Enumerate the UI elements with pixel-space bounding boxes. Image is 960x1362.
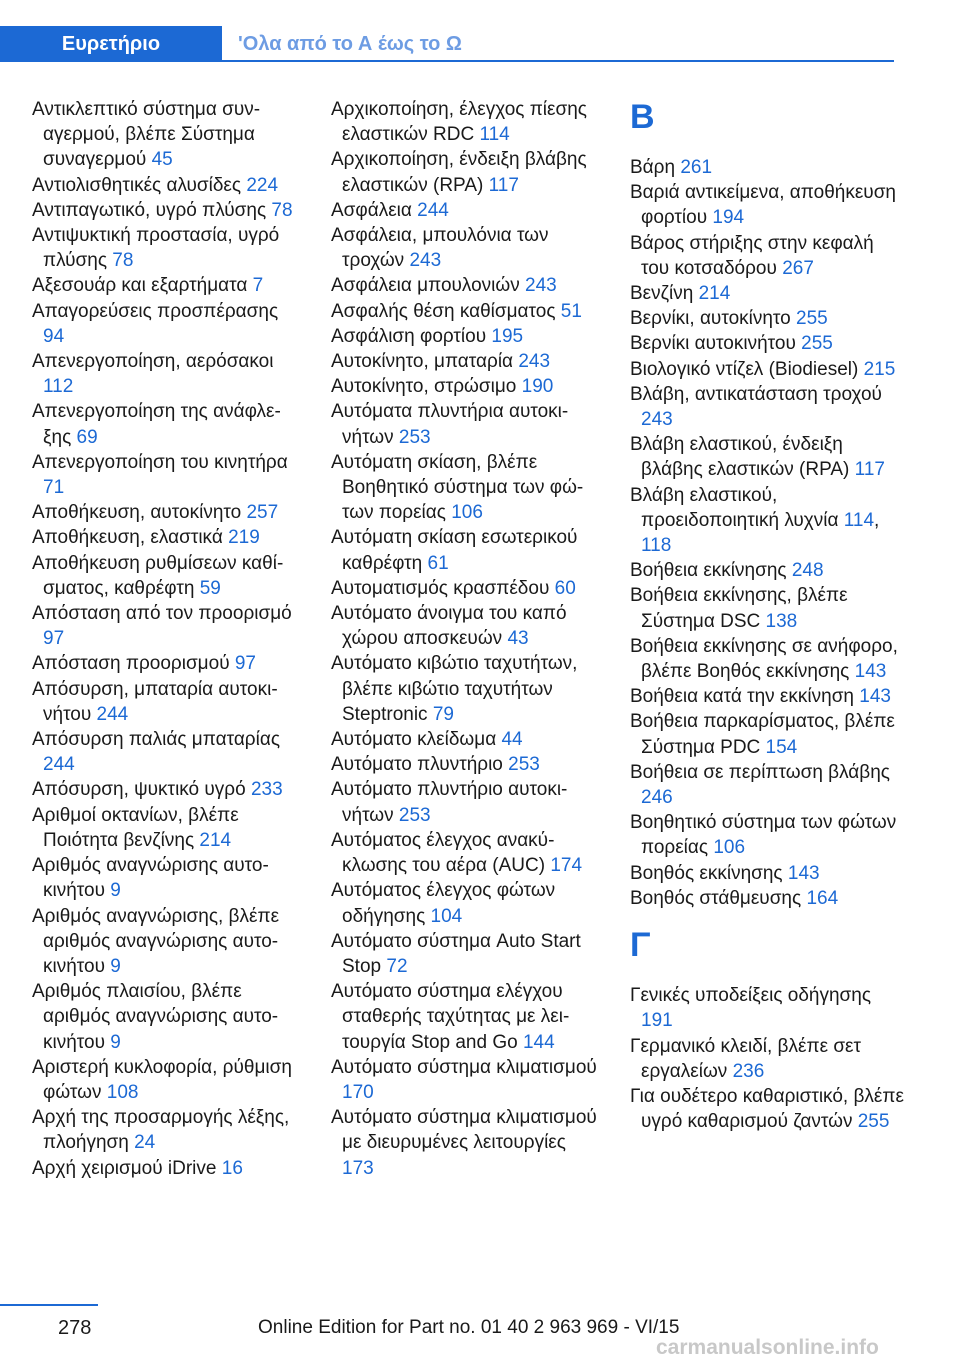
index-entry-text: Αντιολισθητικές αλυσίδες [32,174,247,196]
index-entry-text: Απόσυρση, μπαταρία αυτοκινήτου [32,678,278,725]
index-entry [630,281,905,306]
index-entry-text: Αριθμός πλαισίου, βλέπε αριθμός αναγνώρισης αυτοκινήτου [32,981,279,1053]
page-link[interactable]: 143 [787,862,820,884]
tab-index[interactable]: Ευρετήριο [0,26,222,62]
page-link[interactable]: 72 [386,955,408,977]
page-link[interactable]: 267 [782,257,814,279]
page-link[interactable]: 138 [765,610,798,632]
index-entry [331,223,601,273]
index-entry: Βλάβη ελαστικού, προειδοποιητική λυχνία 114, 118 [630,484,880,557]
index-entry [630,180,905,230]
index-entry-text: Αντιψυκτική προστασία, υγρό πλύσης [32,225,280,272]
page-link[interactable]: 106 [713,837,746,859]
page-link[interactable]: 117 [488,174,519,196]
index-entry [331,374,601,399]
index-entry [32,500,302,525]
index-entry-text: Ασφάλιση φορτίου [331,325,492,347]
index-entry [331,198,601,223]
page-link[interactable]: 243 [518,351,551,373]
index-entry [331,1055,601,1105]
page-link[interactable]: 170 [342,1081,374,1103]
section-letter: Γ [630,926,651,965]
section-letter: B [630,98,655,136]
page-link[interactable]: 243 [409,250,442,272]
index-entry-text: Βοήθεια κατά την εκκίνηση [630,686,860,708]
page-link[interactable]: 194 [712,207,745,229]
index-entry-text: Απενεργοποίηση, αερόσακοι [32,351,274,373]
page-link[interactable]: 24 [134,1132,156,1154]
index-entry [32,299,302,349]
page-link[interactable]: 253 [398,426,431,448]
index-entry [630,684,905,709]
index-entry-text: Αξεσουάρ και εξαρτήματα [32,275,253,297]
index-entry [630,231,905,281]
index-entry-text: Αριθμοί οκτανίων, βλέπε Ποιότητα βενζίνης [32,804,239,851]
page-link[interactable]: 78 [112,250,134,272]
page-link[interactable]: 144 [522,1031,555,1053]
index-entry [32,173,302,198]
index-entry-text: Βενζίνη [630,283,699,305]
page-link[interactable]: 16 [221,1157,243,1179]
page-link[interactable]: 69 [76,426,98,448]
index-entry-text: Αυτόματο σύστημα κλιματισμού [331,1056,597,1078]
index-entry [32,777,302,802]
index-entry-text: Βερνίκι αυτοκινήτου [630,333,802,355]
index-entry-text: Γενικές υποδείξεις οδήγησης [630,985,871,1007]
index-entry-text: Αυτοκίνητο, στρώσιμο [331,376,522,398]
index-entry [630,1084,905,1134]
page-link[interactable]: 236 [732,1060,765,1082]
index-entry-text: Αυτοκίνητο, μπαταρία [331,351,519,373]
index-entry [630,558,905,583]
index-entry-text: Αυτόματο κλείδωμα [331,729,502,751]
page-link[interactable]: 255 [857,1111,890,1133]
index-entry [331,777,601,827]
index-entry-text: Αυτόματο σύστημα Auto Start Stop [331,930,581,977]
page-link[interactable]: 94 [43,325,65,347]
index-entry [32,651,302,676]
index-entry-text: Αρχικοποίηση, έλεγχος πίεσης ελαστικών RDC [331,99,587,146]
index-entry-text: Ασφαλής θέση καθίσματος [331,300,561,322]
page-link[interactable]: 174 [550,855,583,877]
page-link[interactable]: 154 [765,736,798,758]
index-entry-text: Βλάβη ελαστικού, ένδειξη βλάβης ελαστικών (RPA) [630,434,855,481]
index-entry [630,331,905,356]
index-entry [32,223,302,273]
index-entry-text: Βοηθητικό σύστημα των φώτων πορείας [630,812,897,859]
page-link[interactable]: 224 [246,174,279,196]
index-entry-text: Βοηθός εκκίνησης [630,862,788,884]
index-entry-text: Αποθήκευση, αυτοκίνητο [32,502,247,524]
page-link[interactable]: 257 [246,502,279,524]
page-link[interactable]: 143 [859,686,891,708]
index-entry-text: Βάρη [630,157,681,178]
page-link[interactable]: 9 [110,1031,121,1053]
index-entry-text: Αυτόματο σύστημα ελέγχου σταθερής ταχύτητας με λειτουργία Stop and Go [331,981,570,1053]
page-link[interactable]: 112 [43,376,74,398]
page-link[interactable]: 173 [342,1157,374,1179]
header-divider [0,60,894,62]
index-entry-text: Αποθήκευση, ελαστικά [32,527,229,549]
page-link[interactable]: 246 [641,787,673,809]
index-entry-text: Βλάβη ελαστικού, προειδοποιητική λυχνία [630,484,844,531]
index-entry-text: Αυτόματος έλεγχος ανακύκλωσης του αέρα (AUC) [331,829,555,877]
index-entry [32,349,302,399]
page-link[interactable]: 61 [427,552,449,574]
index-entry-text: Βλάβη, αντικατάσταση τροχού [630,383,882,405]
index-entry-text: Βαριά αντικείμενα, αποθήκευση φορτίου [630,182,896,229]
index-entry [32,198,302,223]
index-entry-text: Βάρος στήριξης στην κεφαλή του κοτσαδόρου [630,232,874,279]
index-entry [630,760,905,810]
index-entry-text: Αριθμός αναγνώρισης αυτοκινήτου [32,855,269,902]
edition-note: Online Edition for Part no. 01 40 2 963 969 - VI/15 [258,1317,680,1338]
index-entry-text: Αρχή χειρισμού iDrive [32,1157,222,1179]
index-entry-text: Αρχικοποίηση, ένδειξη βλάβης ελαστικών (RPA) [331,149,587,196]
index-entry-text: Αριστερή κυκλοφορία, ρύθμιση φώτων [32,1056,292,1103]
index-entry [331,399,601,449]
page-link[interactable]: 244 [417,199,449,221]
page-header [0,0,960,62]
index-entry [331,576,601,601]
page-link[interactable]: 244 [96,703,129,725]
page-link[interactable]: 108 [106,1081,139,1103]
index-entry-text: Βοήθεια σε περίπτωση βλάβης [630,761,890,783]
page-link[interactable]: 97 [43,628,65,650]
index-entry [630,155,905,180]
index-entry-text: Απόσυρση, ψυκτικό υγρό [32,779,251,801]
index-entry-text: Αυτοματισμός κρασπέδου [331,577,555,599]
index-entry-text: Απόσταση προορισμού [32,653,235,675]
index-entry [331,727,601,752]
index-entry [32,853,302,903]
index-column-2 [331,97,601,1181]
page-link[interactable]: 106 [451,502,483,524]
index-entry-text: Βοήθεια εκκίνησης [630,560,792,582]
page-link[interactable]: 214 [698,283,731,305]
page-link[interactable]: 7 [252,275,264,297]
index-entry-text: Βιολογικό ντίζελ (Biodiesel) [630,358,864,380]
index-entry [32,1156,302,1181]
index-entry [331,525,601,575]
index-entry [331,878,601,928]
index-entry [331,147,601,197]
index-entry-text: Αυτόματη σκίαση εσωτερικού καθρέφτη [331,527,578,574]
index-entry [331,651,601,727]
index-entry [32,450,302,500]
index-entry-text: Βοήθεια παρκαρίσματος, βλέπε Σύστημα PDC [630,711,895,758]
index-entry [331,97,601,147]
index-entry-text: Βοήθεια εκκίνησης σε ανήφορο, βλέπε Βοηθός εκκίνησης [630,635,898,683]
index-entry-text: Αυτόματο κιβώτιο ταχυτήτων, βλέπε κιβώτιο ταχυτήτων Steptronic [331,653,578,725]
index-entry [32,399,302,449]
index-entry-text: Αποθήκευση ρυθμίσεων καθίσματος, καθρέφτη [32,552,284,599]
tab-a-to-z[interactable]: 'Ολα από το Α έως το Ω [238,32,462,55]
page-link[interactable]: 44 [501,729,523,751]
index-entry [630,810,905,860]
page-link[interactable]: 117 [854,459,885,481]
index-entry-text: Αυτόματο πλυντήριο αυτοκινήτων [331,779,568,826]
index-entry [331,929,601,979]
index-entry-text: Αυτόματα πλυντήρια αυτοκινήτων [331,401,569,448]
index-entry [331,1105,601,1181]
index-entry-text: Απενεργοποίηση του κινητήρα [32,451,288,473]
index-entry-text: Αρχή της προσαρμογής λέξης, πλοήγηση [32,1107,290,1154]
page-link[interactable]: 60 [554,577,576,599]
page-link[interactable]: 219 [228,527,260,549]
index-entry [32,904,302,980]
index-entry-text: Ασφάλεια, μπουλόνια των τροχών [331,225,549,272]
page-link[interactable]: 244 [43,754,75,776]
index-entry-text: Αυτόματος έλεγχος φώτων οδήγησης [331,880,556,927]
index-entry [331,828,601,878]
index-entry [32,803,302,853]
page-link[interactable]: 190 [521,376,554,398]
page-link[interactable]: 71 [43,477,65,499]
index-entry-text: Βοηθός στάθμευσης [630,887,807,909]
index-entry-text: Βερνίκι, αυτοκίνητο [630,308,796,330]
page-link[interactable]: 215 [863,358,896,380]
index-entry [630,861,905,886]
index-entry [32,525,302,550]
page-link[interactable]: 78 [271,199,293,221]
page-link[interactable]: 59 [199,577,221,599]
page-link[interactable]: 51 [560,300,582,322]
section-spacer [630,911,905,925]
index-entry [331,601,601,651]
index-entry-text: Αντιπαγωτικό, υγρό πλύσης [32,199,272,221]
index-entry [630,583,905,633]
page-link[interactable]: 191 [641,1010,673,1032]
page-link[interactable]: 253 [398,804,431,826]
page-link[interactable]: 255 [796,308,828,330]
index-entry-text: Ασφάλεια μπουλονιών [331,275,526,297]
page-link[interactable]: 114 [479,124,510,146]
page-link[interactable]: 214 [199,829,232,851]
index-entry [32,551,302,601]
index-entry [32,1105,302,1155]
page-link[interactable]: 79 [432,703,454,725]
page-link[interactable]: 143 [854,661,887,683]
page-link[interactable]: 104 [430,905,463,927]
index-entry [32,601,302,651]
page-link[interactable]: 233 [250,779,283,801]
index-entry [630,709,905,759]
index-entry-text: Απαγορεύσεις προσπέρασης [32,300,279,322]
index-entry [331,273,601,298]
page-link[interactable]: 243 [525,275,557,297]
index-entry-text: Για ουδέτερο καθαριστικό, βλέπε υγρό καθαρισμού ζαντών [630,1085,904,1133]
index-column-3 [630,97,905,1134]
page-link[interactable]: 97 [234,653,256,675]
index-entry [32,273,302,298]
index-entry [331,324,601,349]
page-link[interactable]: 114 [843,509,875,531]
index-entry [630,886,905,911]
index-entry [32,727,302,777]
index-entry [331,979,601,1055]
index-entry-text: Αυτόματο άνοιγμα του καπό χώρου αποσκευών [331,603,567,650]
index-entry [331,349,601,374]
index-entry [630,432,905,482]
index-entry [630,306,905,331]
page-link[interactable]: 43 [507,628,529,650]
page-link[interactable]: 243 [641,409,673,431]
page-link[interactable]: 164 [806,887,839,909]
page-number: 278 [58,1317,92,1339]
index-entry [32,677,302,727]
footer-divider [0,1304,98,1306]
index-entry-text: Απόσταση από τον προορισμό [32,603,292,625]
index-column-1 [32,97,302,1181]
page-link[interactable]: 9 [110,955,121,977]
index-entry-text: Απόσυρση παλιάς μπαταρίας [32,729,280,751]
page-link[interactable]: 248 [791,560,824,582]
index-entry-text: Αντικλεπτικό σύστημα συναγερμού, βλέπε Σύστημα συναγερμού [32,99,261,171]
index-entry-text: Αυτόματο πλυντήριο [331,754,509,776]
index-entry-text: Γερμανικό κλειδί, βλέπε σετ εργαλείων [630,1035,862,1082]
index-entry-text: Απενεργοποίηση της ανάφλεξης [32,401,281,448]
index-entry [630,1034,905,1084]
index-entry [32,979,302,1055]
index-entry [630,983,905,1033]
page-link[interactable]: 118 [641,535,672,557]
page-link[interactable]: 9 [110,880,121,902]
index-entry [630,634,905,684]
index-entry [32,97,302,173]
page-link[interactable]: 255 [801,333,833,355]
watermark: carmanualsonline.info [656,1336,879,1359]
page-link[interactable]: 195 [491,325,524,347]
index-entry-text: Αυτόματο σύστημα κλιματισμού με διευρυμένες λειτουργίες [331,1107,597,1154]
index-entry-text: Αριθμός αναγνώρισης, βλέπε αριθμός αναγνώρισης αυτοκινήτου [32,905,280,977]
page-link[interactable]: 261 [680,157,713,178]
index-entry [32,1055,302,1105]
index-entry [630,382,905,432]
index-entry [630,357,905,382]
index-entry [331,299,601,324]
page-link[interactable]: 253 [508,754,540,776]
index-entry-text: Ασφάλεια [331,199,418,221]
index-entry-text: Αυτόματη σκίαση, βλέπε Βοηθητικό σύστημα των φώτων πορείας [331,451,584,524]
index-entry-text: Βοήθεια εκκίνησης, βλέπε Σύστημα DSC [630,585,848,632]
page-link[interactable]: 45 [151,149,173,171]
index-entry [331,752,601,777]
index-entry [331,450,601,526]
